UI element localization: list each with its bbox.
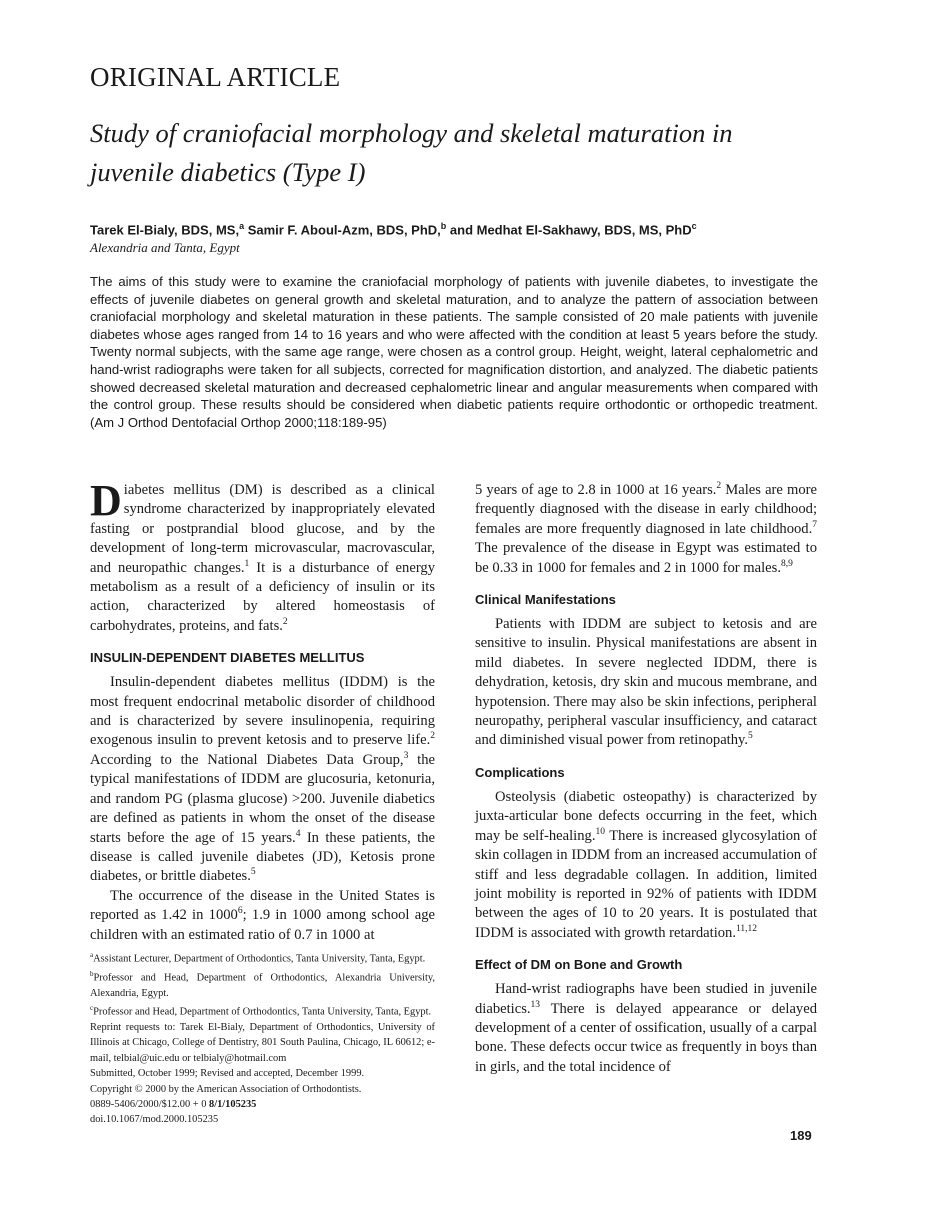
left-column	[90, 476, 436, 945]
footnote	[90, 1112, 435, 1127]
text-run: There is increased glycosylation of skin collagen in IDDM from an increased accumulation of stiff and less degradable collagen. In addition, limited joint mobility is reported in 92% of patients with IDDM between the ages of 10 to 20 years. It is postulated that IDDM is associated with growth retardation.	[475, 827, 817, 941]
footnote	[90, 1097, 435, 1112]
superscript-reference: 3	[403, 751, 409, 762]
author-list	[90, 221, 697, 237]
page-number: 189	[790, 1128, 812, 1143]
text-run: Males are more frequently diagnosed with the disease in early childhood; females are more frequently diagnosed in late childhood.	[475, 482, 817, 537]
superscript-reference: 2	[282, 616, 288, 627]
body-paragraph	[475, 481, 817, 578]
text-run: ; 1.9 in 1000 among school age children with an estimated ratio of 0.7 in 1000 at	[90, 907, 435, 943]
superscript-reference: 13	[530, 999, 541, 1010]
section-heading: INSULIN-DEPENDENT DIABETES MELLITUS	[90, 650, 365, 666]
author-affiliation: Alexandria and Tanta, Egypt	[90, 240, 240, 255]
superscript-reference: 11,12	[736, 923, 758, 934]
text-run: It is a disturbance of energy metabolism as a result of a deficiency of insulin or its action, characterized by altered homeostasis of carbohydrates, proteins, and fats.	[90, 559, 436, 634]
footnote	[90, 1066, 435, 1081]
text-run: Osteolysis (diabetic osteopathy) is characterized by juxta-articular bone defects occurring in the feet, which may be self-healing.	[475, 788, 817, 844]
body-paragraph	[475, 615, 817, 751]
superscript-reference: 8,9	[781, 558, 793, 569]
text-run: In these patients, the disease is called juvenile diabetes (JD), Ketosis prone diabetes, or brittle diabetes.	[90, 829, 436, 885]
superscript-reference: 2	[430, 731, 435, 742]
body-paragraph	[475, 980, 817, 1077]
abstract: The aims of this study were to examine the craniofacial morphology of patients with juvenile diabetes, to investigate the effects of juvenile diabetes on general growth and skeletal maturation, and to analyze the pattern of association between craniofacial morphology and skeletal maturation in these patients. The sample consisted of 20 male patients with juvenile diabetes whose ages ranged from 14 to 16 years and who were affected with the condition at least 5 years before the study. Twenty normal subjects, with the same age range, were chosen as a control group. Height, weight, lateral cephalometric and hand-wrist radiographs were taken for all subjects, corrected for magnification distortion, and analyzed. The diabetic patients showed decreased skeletal maturation and decreased cephalometric linear and angular measurements when compared with the control group. These results should be considered when diabetic patients require orthodontic or orthopedic treatment. (Am J Orthod Dentofacial Orthop 2000;118:189-95)	[90, 274, 818, 430]
text-run: 8/1/105235	[209, 1099, 257, 1111]
text-run: iabetes mellitus (DM) is described as a clinical syndrome characterized by inappropriately elevated fasting or postprandial blood glucose, and by the development of long-term microvascular, macrovascular, and neuropathic changes.	[90, 482, 435, 576]
superscript-reference: 7	[812, 519, 817, 530]
superscript-reference: c	[90, 1004, 94, 1013]
text-run: Tarek El-Bialy, BDS, MS,	[90, 222, 240, 238]
superscript-reference: 2	[716, 481, 722, 492]
article-type-label: ORIGINAL ARTICLE	[90, 62, 341, 92]
text-run: Professor and Head, Department of Orthodontics, Tanta University, Tanta, Egypt.	[93, 1006, 432, 1018]
superscript-reference: 10	[595, 826, 605, 837]
text-run: There is delayed appearance or delayed development of a center of ossification, usually of a carpal bone. These defects occur twice as frequently in boys than in girls, and the total incidence of	[475, 1000, 818, 1075]
footnote	[90, 948, 435, 967]
footnote	[90, 1001, 435, 1020]
article-title: Study of craniofacial morphology and skeletal maturation in juvenile diabetics (Type I)	[90, 118, 733, 187]
body-paragraph	[90, 887, 435, 945]
superscript-reference: b	[90, 969, 94, 978]
text-run: Insulin-dependent diabetes mellitus (IDDM) is the most frequent endocrinal metabolic disorder of childhood and is characterized by severe insulinopenia, requiring exogenous insulin to prevent ketosis and to preserve life.	[90, 674, 435, 749]
body-paragraph	[475, 788, 817, 943]
footnote	[90, 1082, 435, 1097]
text-run: Assistant Lecturer, Department of Orthodontics, Tanta University, Tanta, Egypt.	[93, 953, 426, 965]
text-run: and Medhat El-Sakhawy, BDS, MS, PhD	[446, 222, 692, 238]
drop-cap: D	[90, 476, 122, 525]
superscript-reference: 5	[748, 731, 753, 742]
right-column	[475, 481, 817, 1077]
footnote	[90, 967, 435, 1001]
superscript-reference: 1	[244, 558, 250, 569]
text-run: The occurrence of the disease in the United States is reported as 1.42 in 1000	[90, 887, 435, 924]
section-heading: Effect of DM on Bone and Growth	[475, 957, 683, 973]
text-run: Professor and Head, Department of Orthodontics, Alexandria University, Alexandria, Egypt.	[90, 972, 435, 999]
text-run: Reprint requests to: Tarek El-Bialy, Department of Orthodontics, University of Illinois at Chicago, College of Dentistry, 801 South Paulina, Chicago, IL 60612; e-mail, telbial@uic.edu or telbialy@hotmail.com	[90, 1022, 435, 1064]
section-heading: Complications	[475, 764, 565, 780]
text-run: Patients with IDDM are subject to ketosis and are sensitive to insulin. Physical manifestations are absent in mild diabetes. In severe neglected IDDM, there is dehydration, ketosis, dry skin and mucous membrane, and hypotension. There may also be skin infections, peripheral neuropathy, peripheral vascular insufficiency, and cataract and diminished visual power from retinopathy.	[475, 616, 817, 749]
footnotes	[90, 948, 435, 1128]
text-run: According to the National Diabetes Data Group,	[90, 751, 404, 768]
text-run: 5 years of age to 2.8 in 1000 at 16 years.	[475, 482, 717, 498]
text-run: doi.10.1067/mod.2000.105235	[90, 1114, 219, 1126]
footnote	[90, 1020, 435, 1066]
text-run: 0889-5406/2000/$12.00 + 0	[90, 1099, 210, 1111]
text-run: Submitted, October 1999; Revised and accepted, December 1999.	[90, 1068, 365, 1080]
text-run: the typical manifestations of IDDM are glucosuria, ketonuria, and random PG (plasma glucose) >200. Juvenile diabetics are defined as patients in whom the onset of the disease starts before the age of 15 years.	[90, 751, 435, 846]
section-heading: Clinical Manifestations	[475, 592, 616, 608]
superscript-reference: 5	[250, 867, 256, 878]
superscript-reference: a	[239, 221, 245, 231]
superscript-reference: 4	[295, 828, 301, 839]
superscript-reference: 6	[237, 906, 243, 917]
superscript-reference: a	[90, 951, 94, 959]
text-run: Hand-wrist radiographs have been studied in juvenile diabetics.	[475, 981, 817, 1017]
text-run: Copyright © 2000 by the American Association of Orthodontists.	[90, 1083, 362, 1095]
body-paragraph	[90, 476, 436, 636]
body-paragraph	[90, 673, 435, 886]
superscript-reference: b	[440, 221, 447, 231]
text-run: Samir F. Aboul-Azm, BDS, PhD,	[244, 222, 441, 238]
text-run: The prevalence of the disease in Egypt was estimated to be 0.33 in 1000 for females and 2 in 1000 for males.	[475, 540, 817, 576]
superscript-reference: c	[691, 221, 697, 231]
